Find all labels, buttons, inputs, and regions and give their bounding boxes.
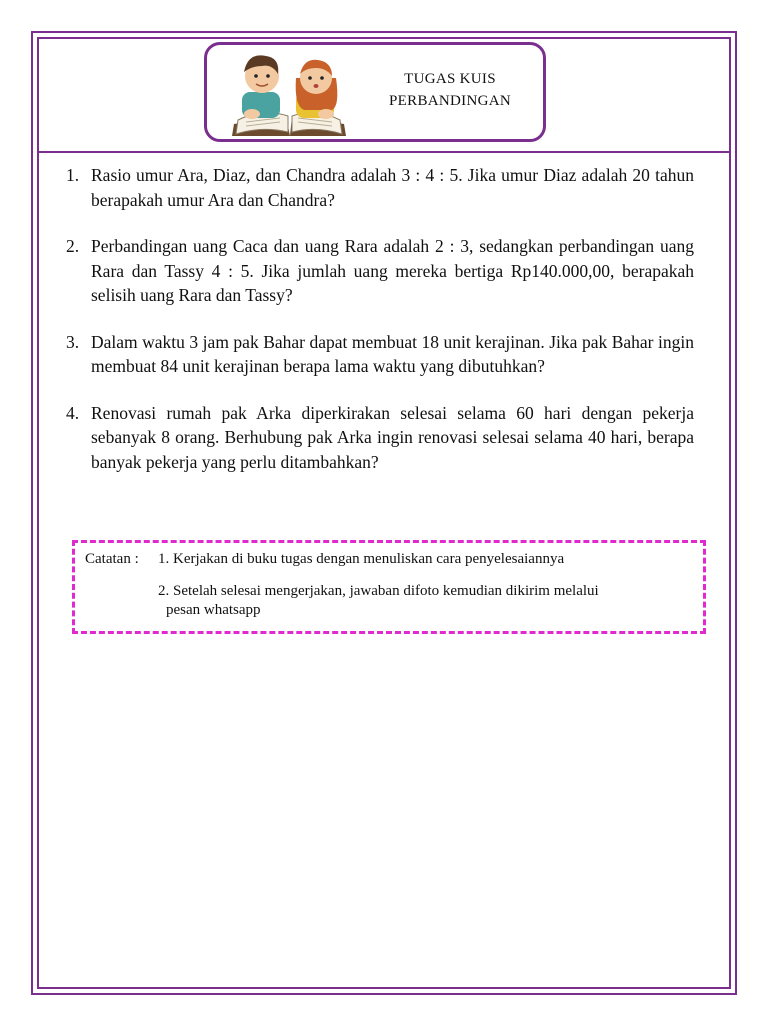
children-reading-book-icon (226, 44, 352, 140)
note-item-1: 1. Kerjakan di buku tugas dengan menuliskan cara penyelesaiannya (158, 551, 565, 567)
question-number: 1. (66, 165, 80, 185)
question-number: 2. (66, 236, 80, 256)
title-line-1: TUGAS KUIS (404, 71, 496, 87)
worksheet-title (370, 68, 530, 112)
note-item-2-continued: pesan whatsapp (166, 602, 261, 618)
question-number: 4. (66, 402, 80, 423)
question-list (66, 163, 694, 496)
title-line-2: PERBANDINGAN (389, 93, 511, 109)
note-item-2: 2. Setelah selesai mengerjakan, jawaban difoto kemudian dikirim melalui (158, 583, 599, 599)
question-item (66, 401, 694, 475)
question-text: Perbandingan uang Caca dan uang Rara adalah 2 : 3, sedangkan perbandingan uang Rara dan Tassy 4 : 5. Jika jumlah uang mereka bertiga Rp140.000,00, berapakah selisih uang Rara dan Tassy? (91, 236, 694, 305)
notes-label: Catatan : (85, 551, 139, 567)
question-item (66, 163, 694, 212)
question-text: Rasio umur Ara, Diaz, dan Chandra adalah 3 : 4 : 5. Jika umur Diaz adalah 20 tahun berapakah umur Ara dan Chandra? (91, 165, 694, 210)
question-number: 3. (66, 331, 80, 352)
question-item (66, 234, 694, 308)
question-text: Renovasi rumah pak Arka diperkirakan selesai selama 60 hari dengan pekerja sebanyak 8 orang. Berhubung pak Arka ingin renovasi selesai selama 40 hari, berapa banyak pekerja yang perlu ditambahkan? (91, 402, 694, 472)
header-divider (37, 151, 731, 153)
question-text: Dalam waktu 3 jam pak Bahar dapat membuat 18 unit kerajinan. Jika pak Bahar ingin membuat 84 unit kerajinan berapa lama waktu yang dibutuhkan? (91, 331, 694, 376)
question-item (66, 330, 694, 379)
